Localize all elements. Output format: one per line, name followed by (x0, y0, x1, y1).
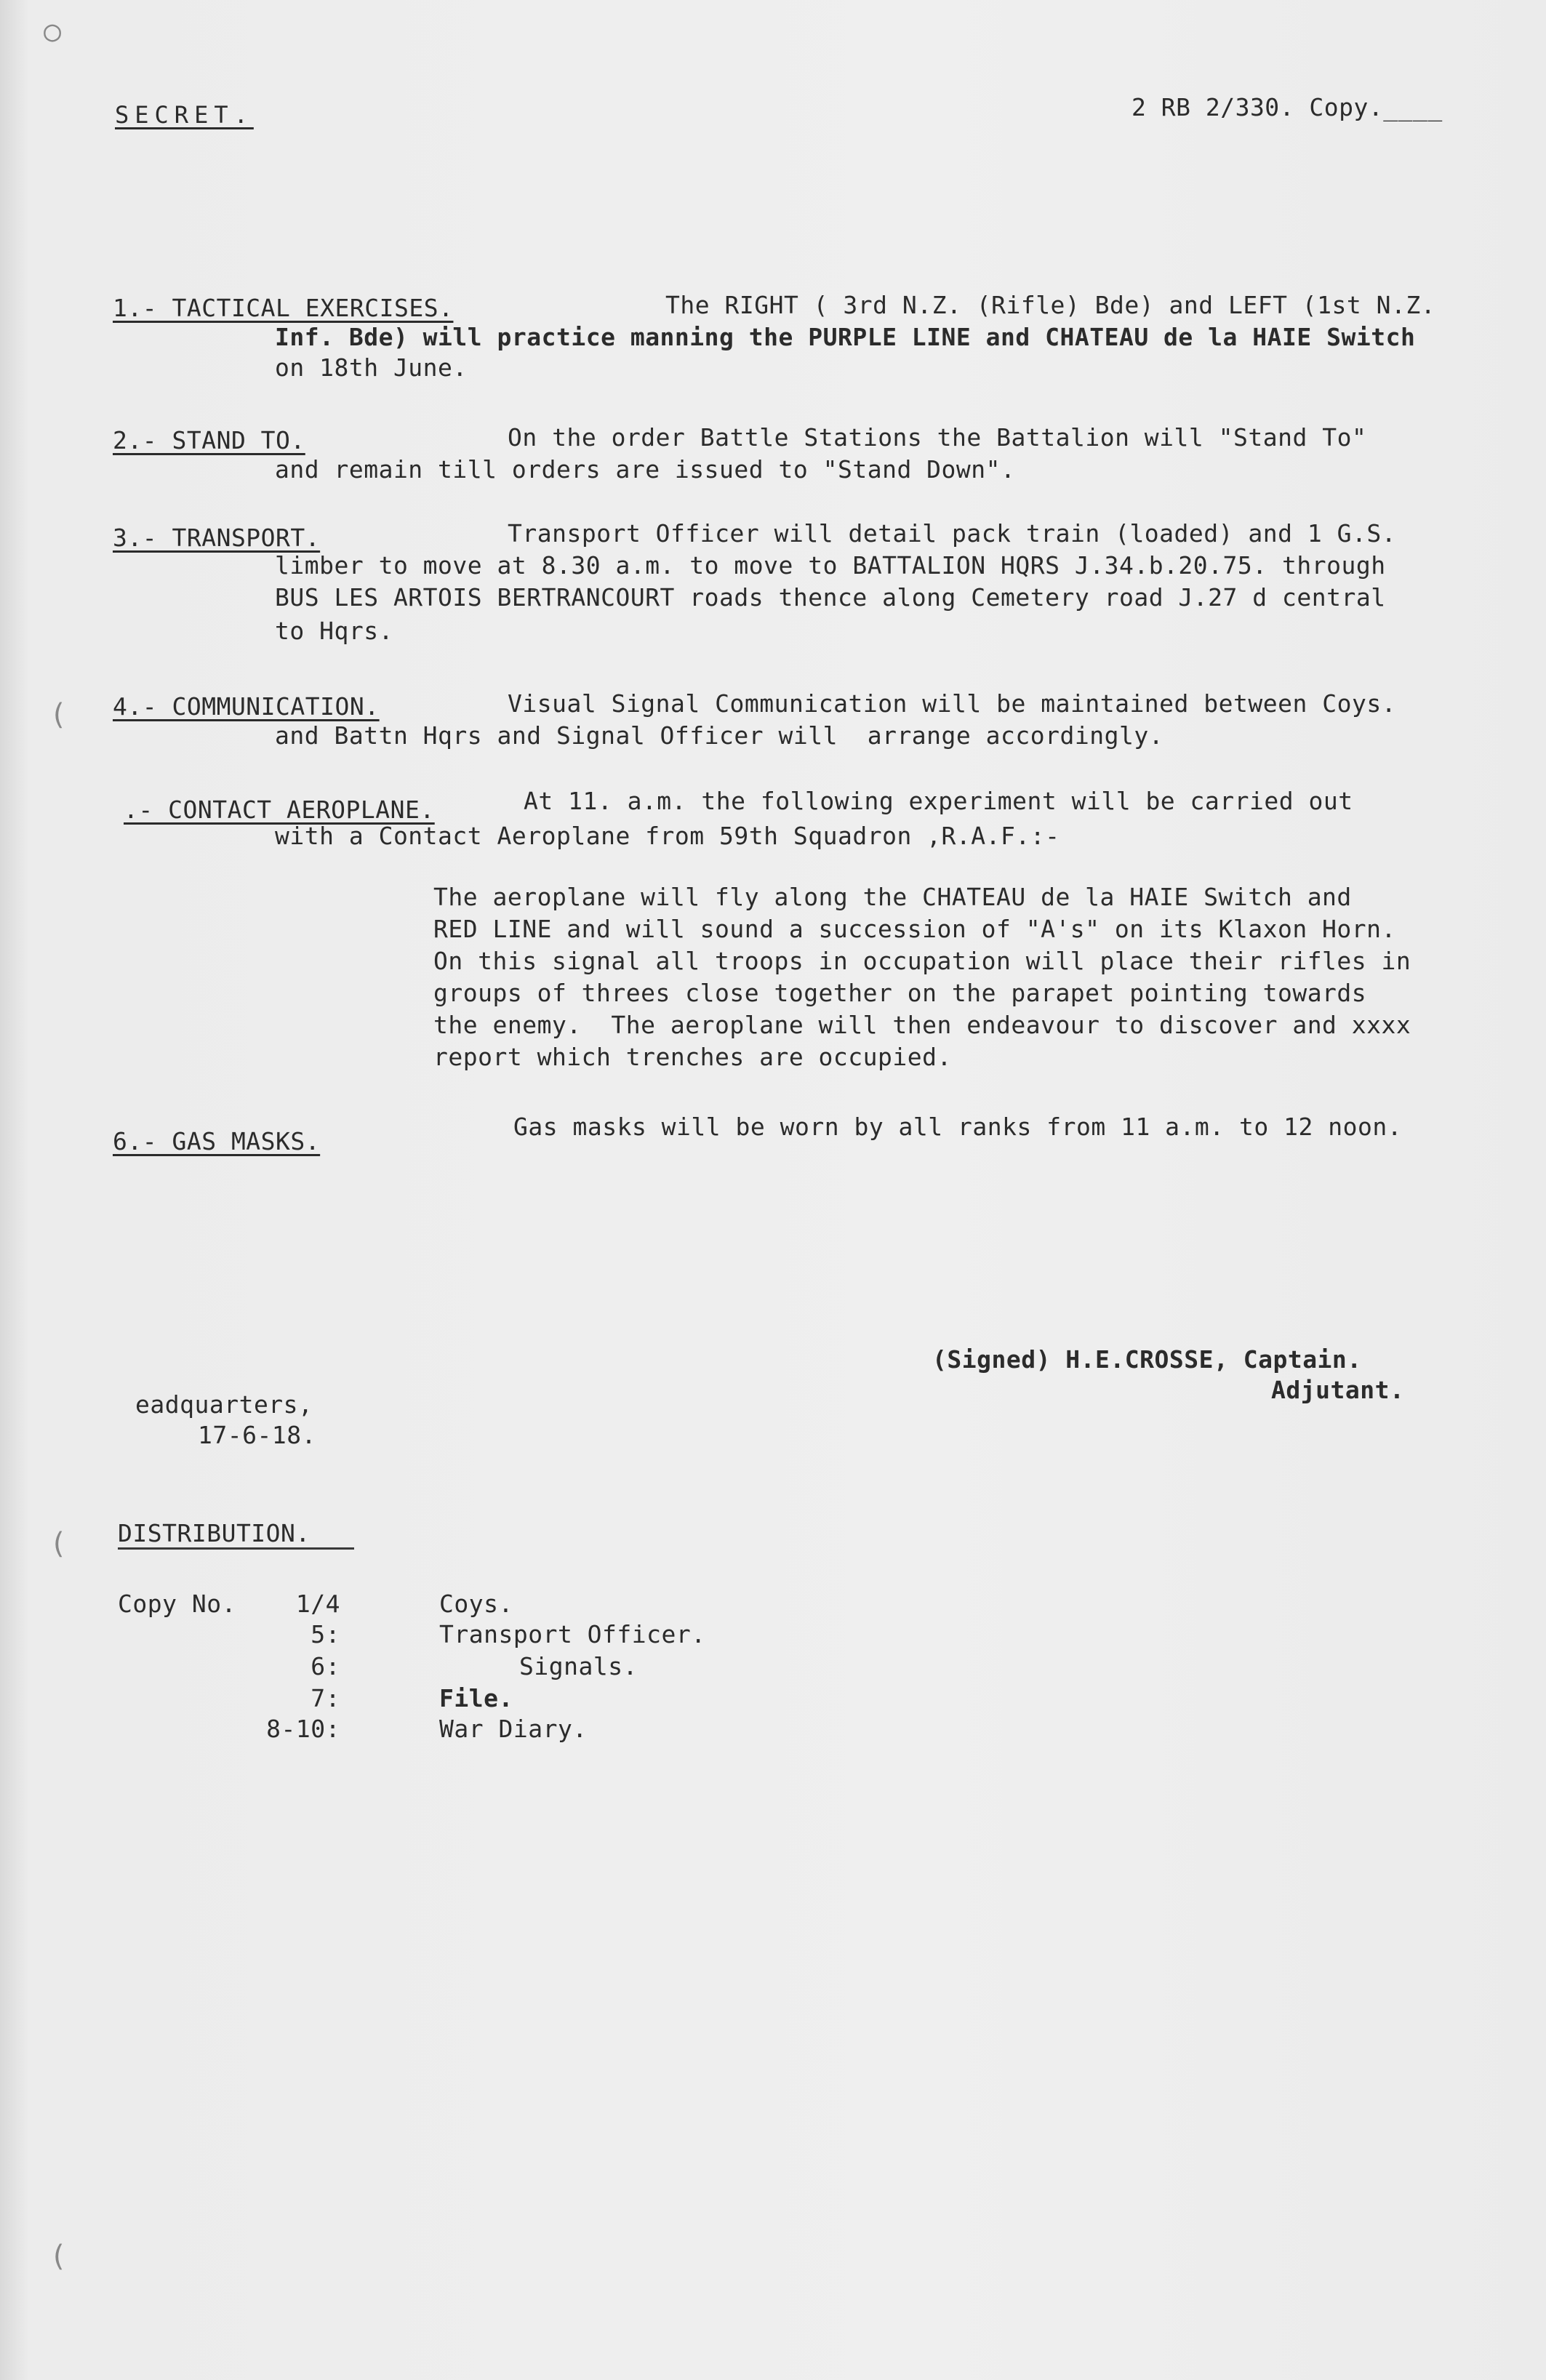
section-4-line: and Battn Hqrs and Signal Officer will arrange accordingly. (275, 721, 1164, 750)
distribution-copy-number: 1/4 (295, 1590, 340, 1618)
distribution-recipient: War Diary. (439, 1715, 588, 1743)
section-5-paragraph-line: report which trenches are occupied. (433, 1043, 952, 1071)
section-2-heading: 2.- STAND TO. (113, 426, 305, 454)
section-5-paragraph-line: On this signal all troops in occupation will place their rifles in (433, 947, 1411, 975)
distribution-copy-number: 7: (311, 1684, 340, 1712)
punch-hole-mark: ○ (44, 15, 62, 48)
section-4-heading: 4.- COMMUNICATION. (113, 692, 380, 721)
distribution-copy-number: 6: (311, 1652, 340, 1680)
distribution-recipient: Signals. (519, 1652, 638, 1680)
punch-hole-mark: ( (49, 698, 68, 732)
section-3-line: Transport Officer will detail pack train (loaded) and 1 G.S. (508, 519, 1397, 548)
section-5-paragraph-line: the enemy. The aeroplane will then endeavour to discover and xxxx (433, 1011, 1411, 1039)
distribution-copy-number: 5: (311, 1620, 340, 1648)
distribution-recipient: Transport Officer. (439, 1620, 706, 1648)
section-5-paragraph-line: groups of threes close together on the parapet pointing towards (433, 979, 1367, 1007)
section-5-paragraph-line: The aeroplane will fly along the CHATEAU de la HAIE Switch and (433, 883, 1352, 911)
section-5-heading: .- CONTACT AEROPLANE. (124, 796, 435, 824)
reference-number: 2 RB 2/330. Copy.____ (1132, 93, 1443, 121)
section-3-line: limber to move at 8.30 a.m. to move to BATTALION HQRS J.34.b.20.75. through (275, 551, 1386, 580)
classification-label: SECRET. (115, 101, 254, 129)
section-3-line: BUS LES ARTOIS BERTRANCOURT roads thence along Cemetery road J.27 d central (275, 583, 1386, 612)
section-6-heading: 6.- GAS MASKS. (113, 1127, 321, 1155)
section-2-line: On the order Battle Stations the Battalion will "Stand To" (508, 423, 1367, 452)
section-1-heading: 1.- TACTICAL EXERCISES. (113, 294, 454, 322)
section-5-line: At 11. a.m. the following experiment will be carried out (524, 787, 1353, 815)
section-4-line: Visual Signal Communication will be maintained between Coys. (508, 689, 1397, 718)
section-1-line: on 18th June. (275, 353, 468, 382)
signature-title: Adjutant. (1271, 1376, 1405, 1404)
distribution-copy-number: 8-10: (266, 1715, 340, 1743)
punch-hole-mark: ( (49, 2240, 68, 2273)
distribution-heading: DISTRIBUTION. (118, 1520, 354, 1550)
section-5-paragraph-line: RED LINE and will sound a succession of "A's" on its Klaxon Horn. (433, 915, 1396, 943)
distribution-recipient: File. (439, 1684, 513, 1712)
section-3-heading: 3.- TRANSPORT. (113, 524, 321, 552)
distribution-copy-label: Copy No. (118, 1590, 236, 1618)
distribution-recipient: Coys. (439, 1590, 513, 1618)
section-1-line: Inf. Bde) will practice manning the PURPLE LINE and CHATEAU de la HAIE Switch (275, 323, 1416, 351)
section-2-line: and remain till orders are issued to "Stand Down". (275, 455, 1016, 484)
section-3-line: to Hqrs. (275, 617, 393, 645)
section-6-line: Gas masks will be worn by all ranks from 11 a.m. to 12 noon. (513, 1113, 1403, 1141)
section-5-line: with a Contact Aeroplane from 59th Squadron ,R.A.F.:- (275, 822, 1060, 850)
origin-place: eadquarters, (135, 1390, 313, 1419)
signature-line: (Signed) H.E.CROSSE, Captain. (932, 1345, 1362, 1374)
section-1-line: The RIGHT ( 3rd N.Z. (Rifle) Bde) and LEFT (1st N.Z. (665, 291, 1436, 319)
punch-hole-mark: ( (49, 1527, 68, 1560)
origin-date: 17-6-18. (198, 1421, 316, 1449)
